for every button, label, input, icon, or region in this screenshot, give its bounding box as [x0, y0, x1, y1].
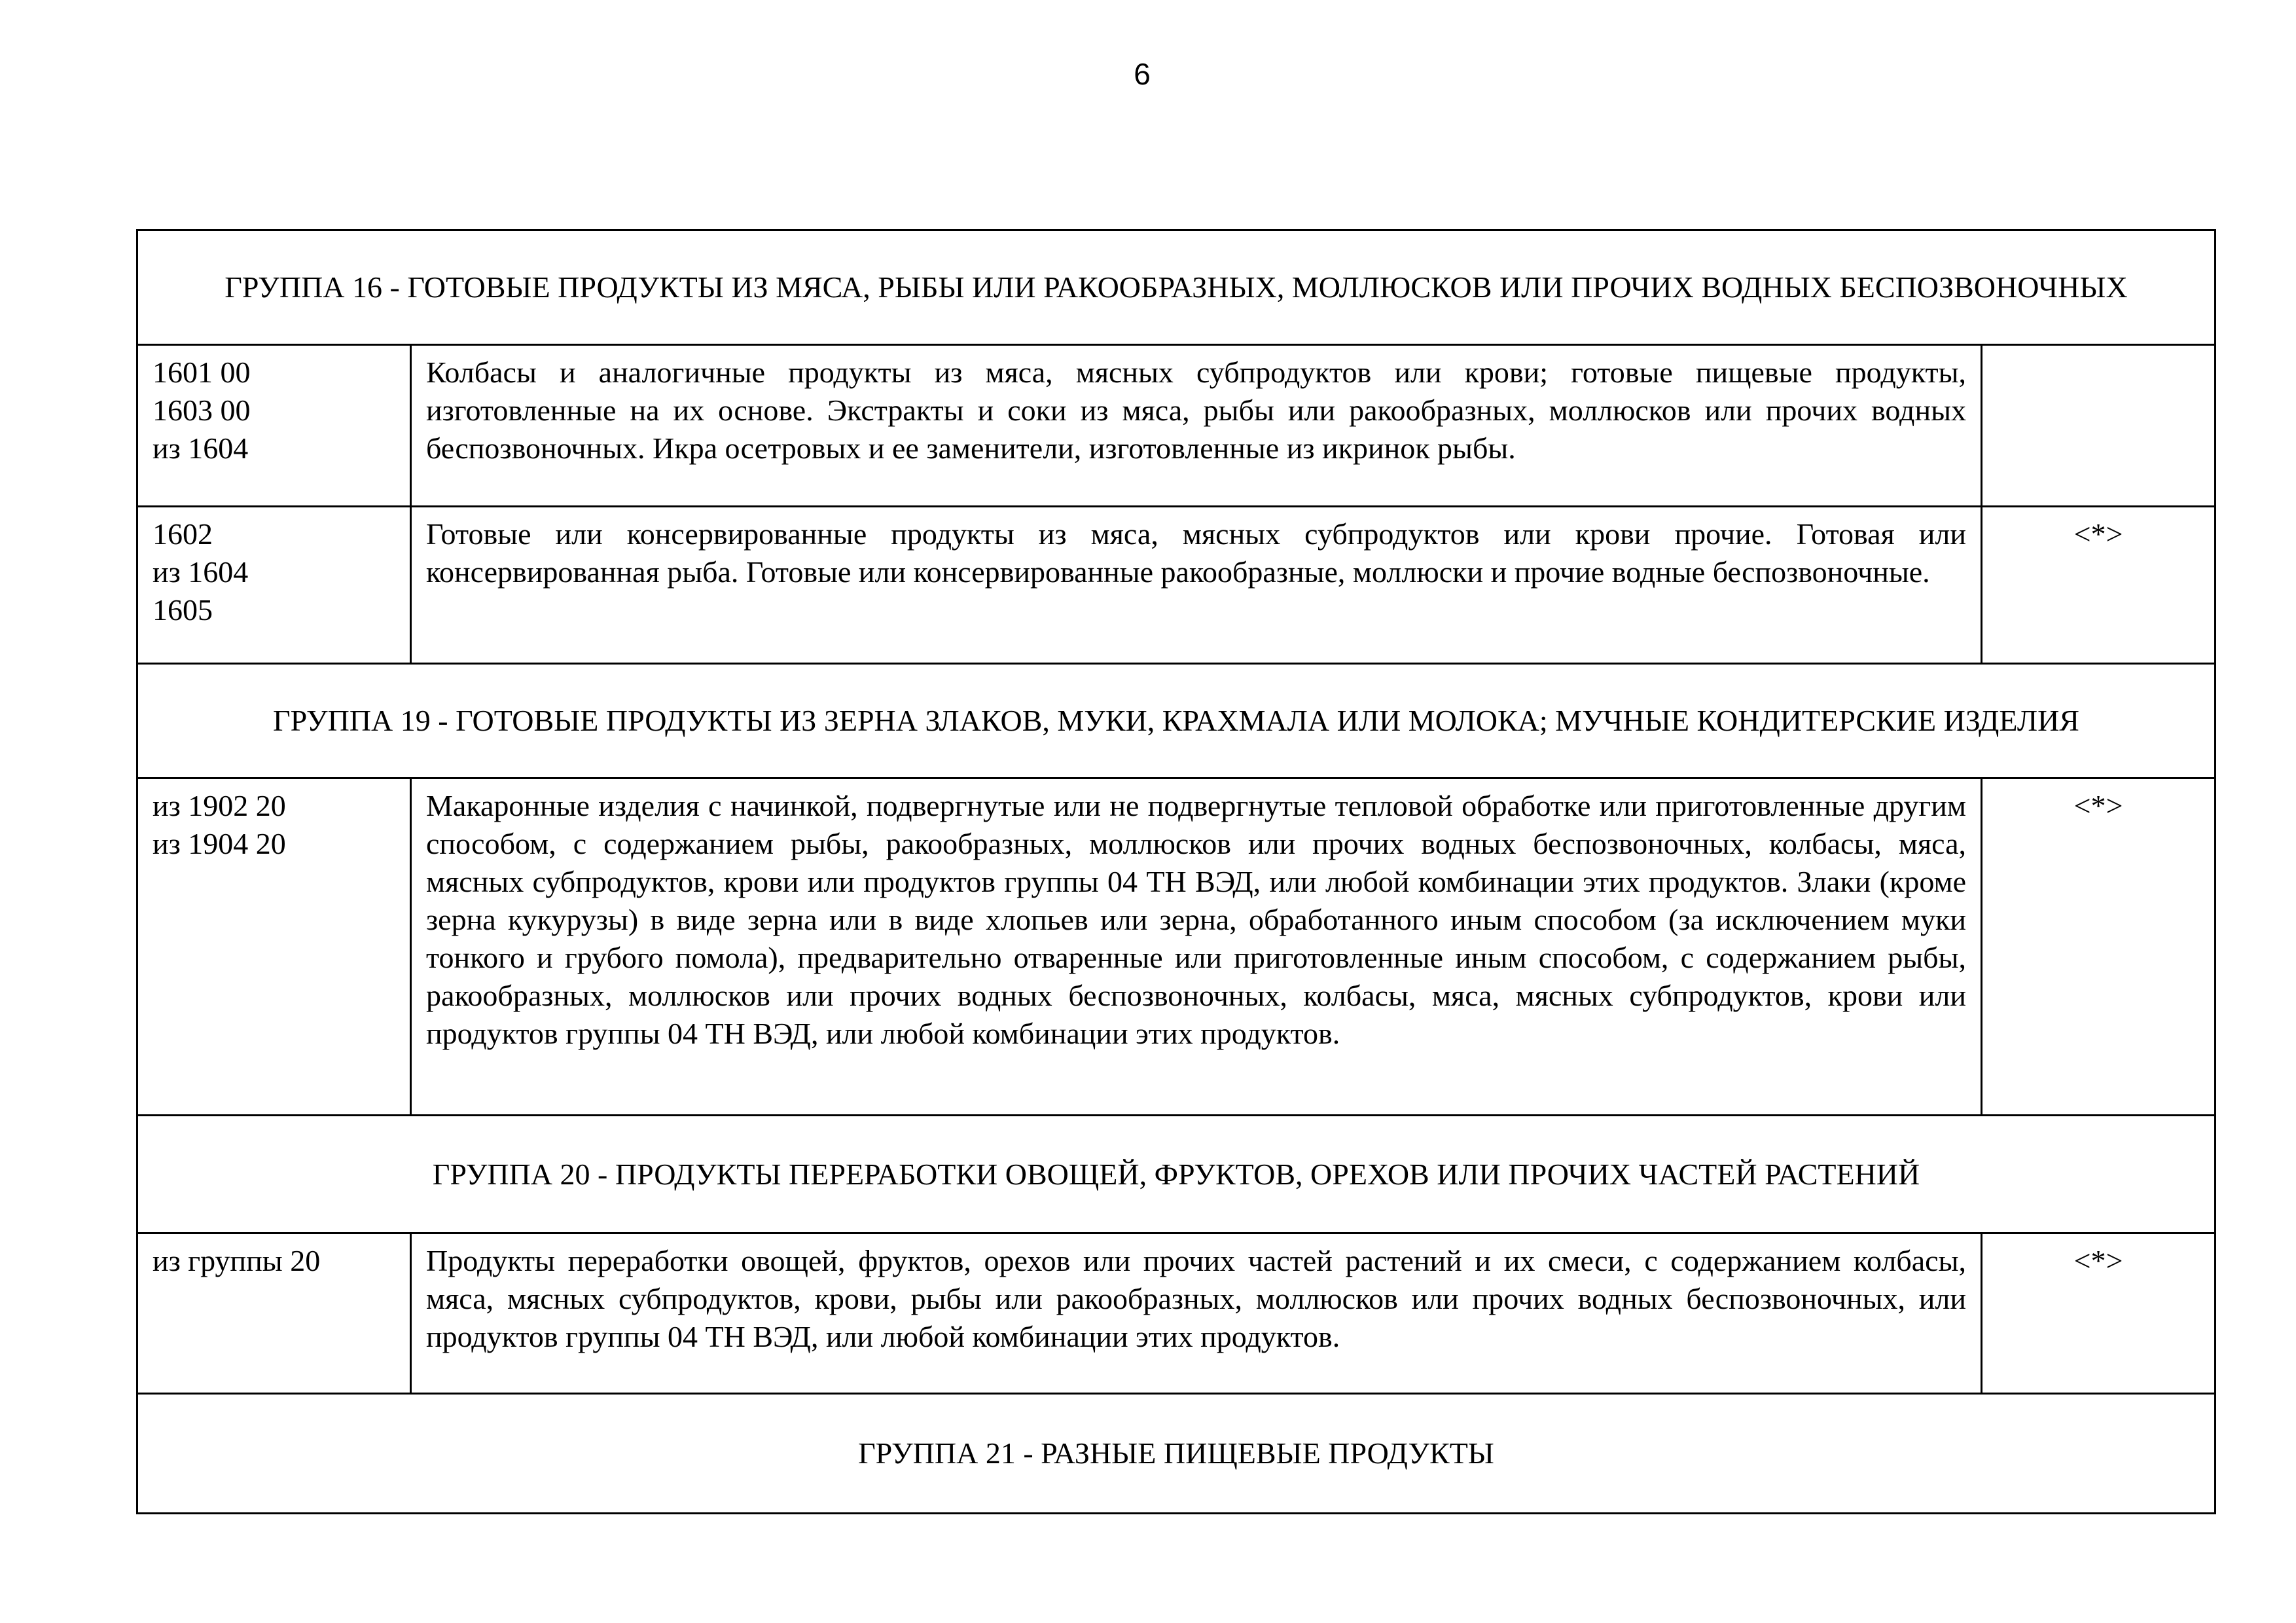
code-cell: [137, 507, 411, 664]
code-cell: [137, 778, 411, 1116]
table-row: [137, 345, 2215, 507]
description-cell: Готовые или консервированные продукты из мяса, мясных субпродуктов или крови прочие. Готовая или консервированная рыба. Готовые или консервированные ракообразные, моллюски и прочие водные беспозвоночные.: [411, 507, 1982, 664]
commodity-table: [136, 229, 2216, 1514]
group-title: ГРУППА 20 - ПРОДУКТЫ ПЕРЕРАБОТКИ ОВОЩЕЙ, ФРУКТОВ, ОРЕХОВ ИЛИ ПРОЧИХ ЧАСТЕЙ РАСТЕНИЙ: [137, 1116, 2215, 1233]
group-title: ГРУППА 16 - ГОТОВЫЕ ПРОДУКТЫ ИЗ МЯСА, РЫБЫ ИЛИ РАКООБРАЗНЫХ, МОЛЛЮСКОВ ИЛИ ПРОЧИХ ВОДНЫХ БЕСПОЗВОНОЧНЫХ: [137, 230, 2215, 345]
code-value: 1601 00: [152, 356, 251, 389]
group-title: ГРУППА 19 - ГОТОВЫЕ ПРОДУКТЫ ИЗ ЗЕРНА ЗЛАКОВ, МУКИ, КРАХМАЛА ИЛИ МОЛОКА; МУЧНЫЕ КОНДИТЕРСКИЕ ИЗДЕЛИЯ: [137, 664, 2215, 778]
note-cell: <*>: [1982, 778, 2215, 1116]
table-row: [137, 507, 2215, 664]
code-value: из 1604: [152, 431, 249, 465]
group-header-row: [137, 230, 2215, 345]
group-header-row: [137, 1394, 2215, 1514]
code-value: 1602: [152, 517, 213, 551]
code-value: 1605: [152, 593, 213, 627]
description-cell: Продукты переработки овощей, фруктов, орехов или прочих частей растений и их смеси, с содержанием колбасы, мяса, мясных субпродуктов, крови, рыбы или ракообразных, моллюсков или прочих водных беспозвоночных, или продуктов группы 04 ТН ВЭД, или любой комбинации этих продуктов.: [411, 1233, 1982, 1394]
code-value: из 1904 20: [152, 827, 286, 860]
note-cell: <*>: [1982, 1233, 2215, 1394]
note-cell: <*>: [1982, 507, 2215, 664]
group-header-row: [137, 1116, 2215, 1233]
group-header-row: [137, 664, 2215, 778]
table-row: [137, 778, 2215, 1116]
table-row: [137, 1233, 2215, 1394]
group-title: ГРУППА 21 - РАЗНЫЕ ПИЩЕВЫЕ ПРОДУКТЫ: [137, 1394, 2215, 1514]
code-value: из 1604: [152, 555, 249, 589]
note-cell: [1982, 345, 2215, 507]
code-value: 1603 00: [152, 393, 251, 427]
code-cell: [137, 1233, 411, 1394]
description-cell: Колбасы и аналогичные продукты из мяса, мясных субпродуктов или крови; готовые пищевые продукты, изготовленные на их основе. Экстракты и соки из мяса, рыбы или ракообразных, моллюсков или прочих водных беспозвоночных. Икра осетровых и ее заменители, изготовленные из икринок рыбы.: [411, 345, 1982, 507]
code-cell: [137, 345, 411, 507]
code-value: из 1902 20: [152, 789, 286, 822]
description-cell: Макаронные изделия с начинкой, подвергнутые или не подвергнутые тепловой обработке или приготовленные другим способом, с содержанием рыбы, ракообразных, моллюсков или прочих водных беспозвоночных, колбасы, мяса, мясных субпродуктов, крови или продуктов группы 04 ТН ВЭД, или любой комбинации этих продуктов. Злаки (кроме зерна кукурузы) в виде зерна или в виде хлопьев или зерна, обработанного иным способом (за исключением муки тонкого и грубого помола), предварительно отваренные или приготовленные иным способом, с содержанием рыбы, ракообразных, моллюсков или прочих водных беспозвоночных, колбасы, мяса, мясных субпродуктов, крови или продуктов группы 04 ТН ВЭД, или любой комбинации этих продуктов.: [411, 778, 1982, 1116]
page-number: 6: [1134, 57, 1151, 91]
code-value: из группы 20: [152, 1244, 321, 1277]
